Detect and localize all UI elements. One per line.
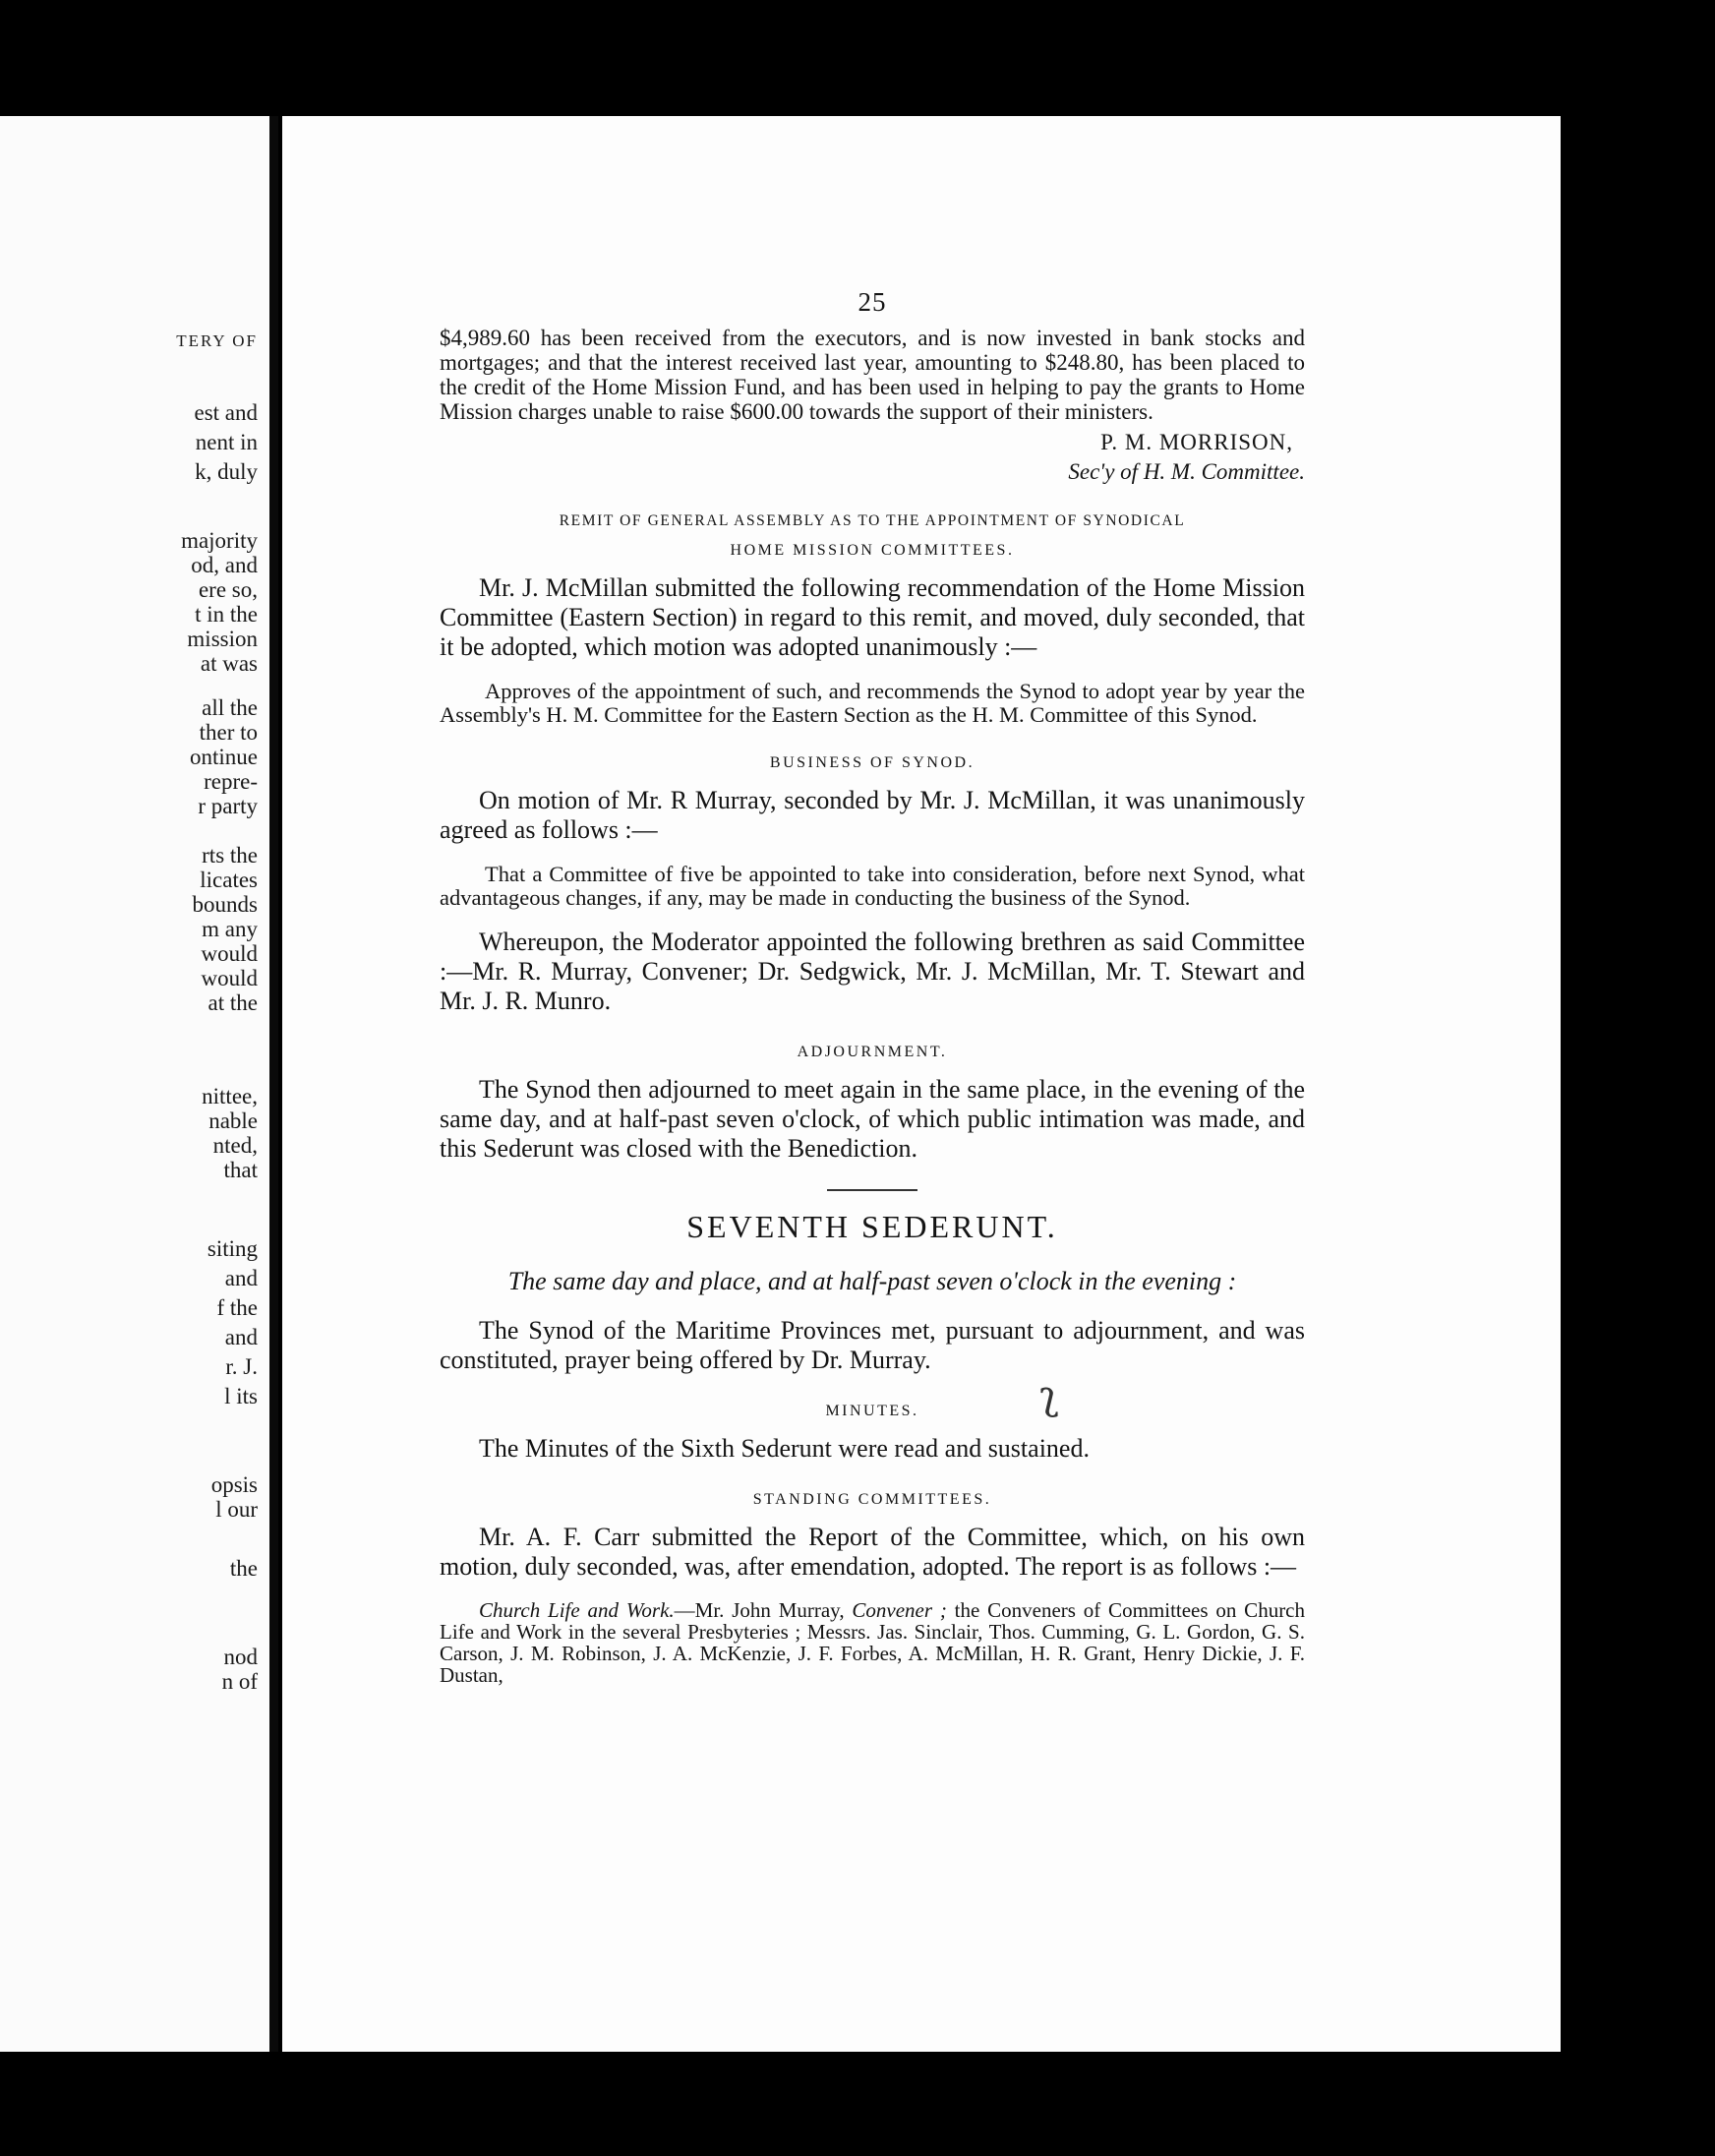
previous-page-fragment: nittee, [202, 1084, 258, 1108]
previous-page-fragment: all the [202, 695, 258, 720]
previous-page-fragment: rts the [202, 843, 258, 868]
previous-page-fragment: siting [207, 1236, 258, 1261]
previous-page-fragment: majority [181, 528, 258, 553]
previous-page-fragment: l our [215, 1497, 258, 1522]
previous-page-fragment: the [229, 1556, 258, 1581]
previous-page-fragment: would [201, 966, 258, 990]
previous-page-fragment: that [223, 1158, 258, 1182]
standing-paragraph: Mr. A. F. Carr submitted the Report of the Committee, which, on his own motion, duly seconded, was, after emendation, adopted. The report is as follows :— [440, 1523, 1305, 1581]
previous-page-fragment: est and [194, 400, 258, 425]
church-life-rest: the Conveners of Committees on Church Life and Work in the several Presbyteries ; Messrs. Jas. Sinclair, Thos. Cumming, G. L. Gordon, G. S. Carson, J. M. Robinson, J. A. McKenzie, J. F. Forbes, A. McMillan, H. R. Grant, Henry Dickie, J. F. Dustan, [440, 1598, 1306, 1687]
previous-page-fragment: nent in [195, 430, 258, 454]
previous-page-fragment: f the [216, 1295, 258, 1320]
church-life-convener: Convener ; [852, 1598, 947, 1622]
page-content [440, 287, 1305, 1686]
previous-page-fragment: and [224, 1266, 258, 1290]
previous-page-fragment: licates [200, 868, 258, 892]
remit-quote: Approves of the appointment of such, and recommends the Synod to adopt year by year the Assembly's H. M. Committee for the Eastern Section as the H. M. Committee of this Synod. [440, 679, 1305, 727]
previous-page-fragment: mission [187, 627, 258, 651]
church-life-dash: —Mr. John Murray, [674, 1598, 853, 1622]
previous-page-fragment: opsis [210, 1472, 258, 1497]
previous-page-fragment: would [201, 941, 258, 966]
book-spine [269, 116, 278, 2052]
standing-heading-wrap [440, 1491, 1305, 1509]
remit-paragraph: Mr. J. McMillan submitted the following recommendation of the Home Mission Committee (Eastern Section) in regard to this remit, and moved, duly seconded, that it be adopted, which motion was adopted unanimously :— [440, 573, 1305, 661]
previous-page-edge [0, 116, 275, 2052]
previous-page-fragment: r party [198, 794, 258, 818]
previous-page-fragment: bounds [192, 892, 258, 917]
business-quote: That a Committee of five be appointed to take into consideration, before next Synod, what advantageous changes, if any, may be made in conducting the business of the Synod. [440, 862, 1305, 910]
minutes-paragraph: The Minutes of the Sixth Sederunt were read and sustained. [479, 1434, 1090, 1463]
previous-page-fragment: k, duly [195, 459, 258, 484]
remit-heading [440, 512, 1305, 560]
previous-page-fragment: r. J. [225, 1354, 258, 1379]
handwritten-mark: ʅ [1039, 1373, 1059, 1418]
page [282, 116, 1561, 2052]
minutes-heading-wrap [440, 1373, 1305, 1420]
page-number: 25 [858, 287, 887, 317]
sederunt-italic-line: The same day and place, and at half-past seven o'clock in the evening : [507, 1267, 1237, 1295]
previous-page-fragment: l its [224, 1384, 258, 1408]
remit-heading-line-1: REMIT OF GENERAL ASSEMBLY AS TO THE APPOINTMENT OF SYNODICAL [559, 512, 1186, 529]
previous-page-fragment: n of [221, 1669, 258, 1694]
signature-title: Sec'y of H. M. Committee. [1068, 459, 1305, 484]
previous-page-fragment: TERY OF [176, 331, 258, 350]
signature-name: P. M. MORRISON, [1100, 430, 1293, 454]
business-paragraph: On motion of Mr. R Murray, seconded by Mr. J. McMillan, it was unanimously agreed as follows :— [440, 786, 1305, 844]
sederunt-title: SEVENTH SEDERUNT. [686, 1209, 1058, 1244]
previous-page-fragment: ther to [199, 720, 258, 745]
sederunt-paragraph: The Synod of the Maritime Provinces met, pursuant to adjournment, and was constituted, prayer being offered by Dr. Murray. [440, 1316, 1305, 1374]
church-life-paragraph [440, 1599, 1305, 1686]
previous-page-fragment: od, and [191, 553, 258, 577]
standing-heading: STANDING COMMITTEES. [752, 1491, 992, 1508]
previous-page-fragment: and [224, 1325, 258, 1349]
previous-page-fragment: ontinue [190, 745, 258, 769]
previous-page-fragment: at the [207, 990, 258, 1015]
church-life-lead: Church Life and Work. [479, 1598, 675, 1622]
previous-page-fragment: ere so, [198, 577, 258, 602]
previous-page-fragment: nted, [212, 1133, 258, 1158]
minutes-heading: MINUTES. [825, 1403, 919, 1419]
section-divider [827, 1189, 917, 1191]
previous-page-fragment: at was [200, 651, 258, 676]
previous-page-fragment: nod [223, 1645, 258, 1669]
adjournment-heading: ADJOURNMENT. [797, 1044, 948, 1060]
business-paragraph-2: Whereupon, the Moderator appointed the following brethren as said Committee :—Mr. R. Murray, Convener; Dr. Sedgwick, Mr. J. McMillan, Mr. T. Stewart and Mr. J. R. Munro. [440, 928, 1305, 1015]
adjournment-paragraph: The Synod then adjourned to meet again in the same place, in the evening of the same day, and at half-past seven o'clock, of which public intimation was made, and this Sederunt was closed with the Benediction. [440, 1075, 1305, 1163]
previous-page-fragment: repre- [204, 769, 258, 794]
previous-page-fragment: m any [202, 917, 258, 941]
opening-paragraph: $4,989.60 has been received from the executors, and is now invested in bank stocks and mortgages; and that the interest received last year, amounting to $248.80, has been placed to the credit of the Home Mission Fund, and has been used in helping to pay the grants to Home Mission charges unable to raise $600.00 towards the support of their ministers. [440, 326, 1305, 424]
adjournment-heading-wrap [440, 1044, 1305, 1061]
business-heading: BUSINESS OF SYNOD. [769, 754, 976, 771]
business-heading-wrap [440, 754, 1305, 772]
previous-page-fragment: nable [208, 1108, 258, 1133]
remit-heading-line-2: HOME MISSION COMMITTEES. [730, 542, 1015, 559]
previous-page-fragment: t in the [195, 602, 258, 627]
